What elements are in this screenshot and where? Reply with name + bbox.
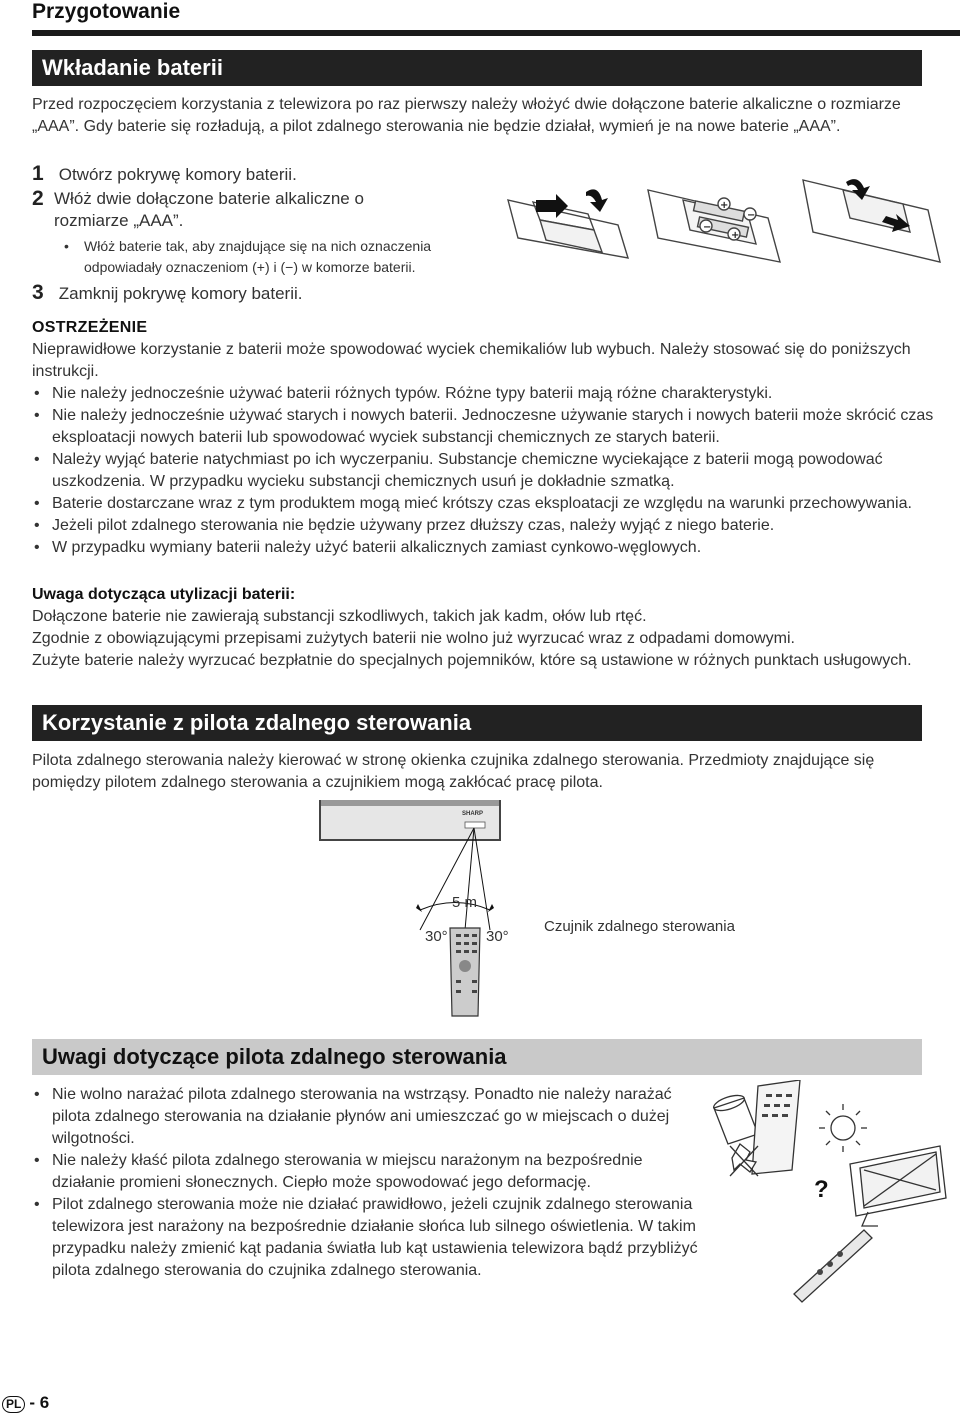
disposal-line: Zgodnie z obowiązującymi przepisami zużytych baterii nie wolno już wyrzucać wraz z odpadami domowymi. [32,630,795,647]
remote-note-item: • Nie należy kłaść pilota zdalnego sterowania w miejscu narażonym na bezpośrednie działanie promieni słonecznych. Ciepło może spowodować jego deformację. [32,1150,702,1194]
warning-item: • Nie należy jednocześnie używać starych i nowych baterii. Jednoczesne używanie starych i nowych baterii może skrócić czas eksploatacji nowych baterii lub spowodować wyciek substancji chemicznych ze starych baterii. [32,405,947,449]
disposal-line: Dołączone baterie nie zawierają substancji szkodliwych, takich jak kadm, ołów lub rtęć. [32,608,647,625]
warning-item: • Nie należy jednocześnie używać baterii różnych typów. Różne typy baterii mają różne charakterystyki. [32,383,947,405]
warning-item: • Baterie dostarczane wraz z tym produktem mogą mieć krótszy czas eksploatacji ze względu na warunki przechowywania. [32,493,947,515]
warning-item: • Należy wyjąć baterie natychmiast po ich wyczerpaniu. Substancje chemiczne wyciekające z baterii mogą powodować uszkodzenia. W przypadku wycieku substancji chemicznych usuń je dokładnie szmatką. [32,449,947,493]
splash-icon [732,1144,756,1172]
warning-list [32,383,947,559]
step-2-note [32,236,504,278]
page-header-title: Przygotowanie [32,0,181,23]
remote-notes-list [32,1084,702,1282]
remote-control-icon [794,1230,872,1302]
step-3 [32,282,502,305]
disposal-line: Zużyte baterie należy wyrzucać bezpłatnie do specjalnych pojemników, które są ustawione w różnych punktach usługowych. [32,652,912,669]
battery-intro: Przed rozpoczęciem korzystania z telewizora po raz pierwszy należy włożyć dwie dołączone baterie alkaliczne o rozmiarze „AAA”. Gdy baterie się rozładują, a pilot zdalnego sterowania nie będzie działał, wymień je na nowe baterie „AAA”. [32,96,901,135]
section-title-battery: Wkładanie baterii [32,50,922,86]
sensor-label: Czujnik zdalnego sterowania [544,918,735,935]
angle-left-label: 30° [425,928,448,945]
remote-range-illustration [310,800,510,1022]
svg-text:−: − [747,210,756,221]
svg-text:−: − [703,222,712,233]
beam-line [474,828,490,930]
step-number: 3 [32,281,44,304]
question-mark-icon: ? [814,1176,829,1203]
remote-note-item: • Nie wolno narażać pilota zdalnego sterowania na wstrząsy. Ponadto nie należy narażać pilota zdalnego sterowania na działanie płynów ani umieszczać go w miejscach o dużej wilgotności. [32,1084,702,1150]
disposal-title: Uwaga dotycząca utylizacji baterii: [32,586,296,603]
liquid-cup-icon [714,1098,758,1144]
bullet-glyph: • [64,238,69,254]
angle-right-label: 30° [486,928,509,945]
remote-usage-text: Pilota zdalnego sterowania należy kierować w stronę okienka czujnika zdalnego sterowania. Przedmioty znajdujące się pomiędzy pilotem zdalnego sterowania a czujnikiem mogą zakłócać pracę pilota. [32,752,875,791]
section-title-remote-notes: Uwagi dotyczące pilota zdalnego sterowania [32,1039,922,1075]
warning-block [32,319,947,559]
page-footer [2,1393,49,1413]
remote-sensor-icon [465,822,485,828]
section-title-remote-usage: Korzystanie z pilota zdalnego sterowania [32,705,922,741]
sun-icon [831,1116,855,1140]
arrowhead-icon [416,904,422,912]
step-text: Otwórz pokrywę komory baterii. [58,165,297,184]
step-text: Włóż dwie dołączone baterie alkaliczne o rozmiarze „AAA”. [54,189,364,230]
warning-item: • W przypadku wymiany baterii należy użyć baterii alkalicznych zamiast cynkowo-węglowych. [32,537,947,559]
step-2-note-text: Włóż baterie tak, aby znajdujące się na nich oznaczenia odpowiadały oznaczeniom (+) i (−) w komorze baterii. [84,238,432,275]
warning-item: • Jeżeli pilot zdalnego sterowania nie będzie używany przez dłuższy czas, należy wyjąć z niego baterie. [32,515,947,537]
disposal-block [32,584,947,672]
tv-brand-logo: SHARP [462,811,484,817]
header-rule [32,30,960,36]
warning-text: Nieprawidłowe korzystanie z baterii może spowodować wyciek chemikaliów lub wybuch. Należy stosować się do poniższych instrukcji. [32,341,911,380]
arrowhead-icon [488,904,494,912]
language-badge: PL [2,1396,25,1413]
step-2 [32,188,502,232]
step-number: 2 [32,187,44,210]
battery-steps [32,163,502,305]
arrow-icon [586,189,608,212]
distance-label: 5 m [452,894,478,911]
remote-note-item: • Pilot zdalnego sterowania może nie działać prawidłowo, jeżeli czujnik zdalnego sterowania telewizora jest narażony na bezpośrednie działanie słońca lub silnego oświetlenia. W takim przypadku należy zmienić kąt padania światła lub kąt ustawienia telewizora bądź przybliżyć pilota zdalnego sterowania do czujnika zdalnego sterowania. [32,1194,702,1282]
warning-title: OSTRZEŻENIE [32,319,148,336]
step-number: 1 [32,162,44,185]
svg-text:+: + [731,230,740,241]
step-text: Zamknij pokrywę komory baterii. [58,284,303,303]
page-number: - 6 [29,1393,50,1412]
battery-insertion-illustration [498,170,948,280]
step-1 [32,163,502,188]
arrow-icon [536,194,568,218]
svg-text:+: + [720,200,729,211]
